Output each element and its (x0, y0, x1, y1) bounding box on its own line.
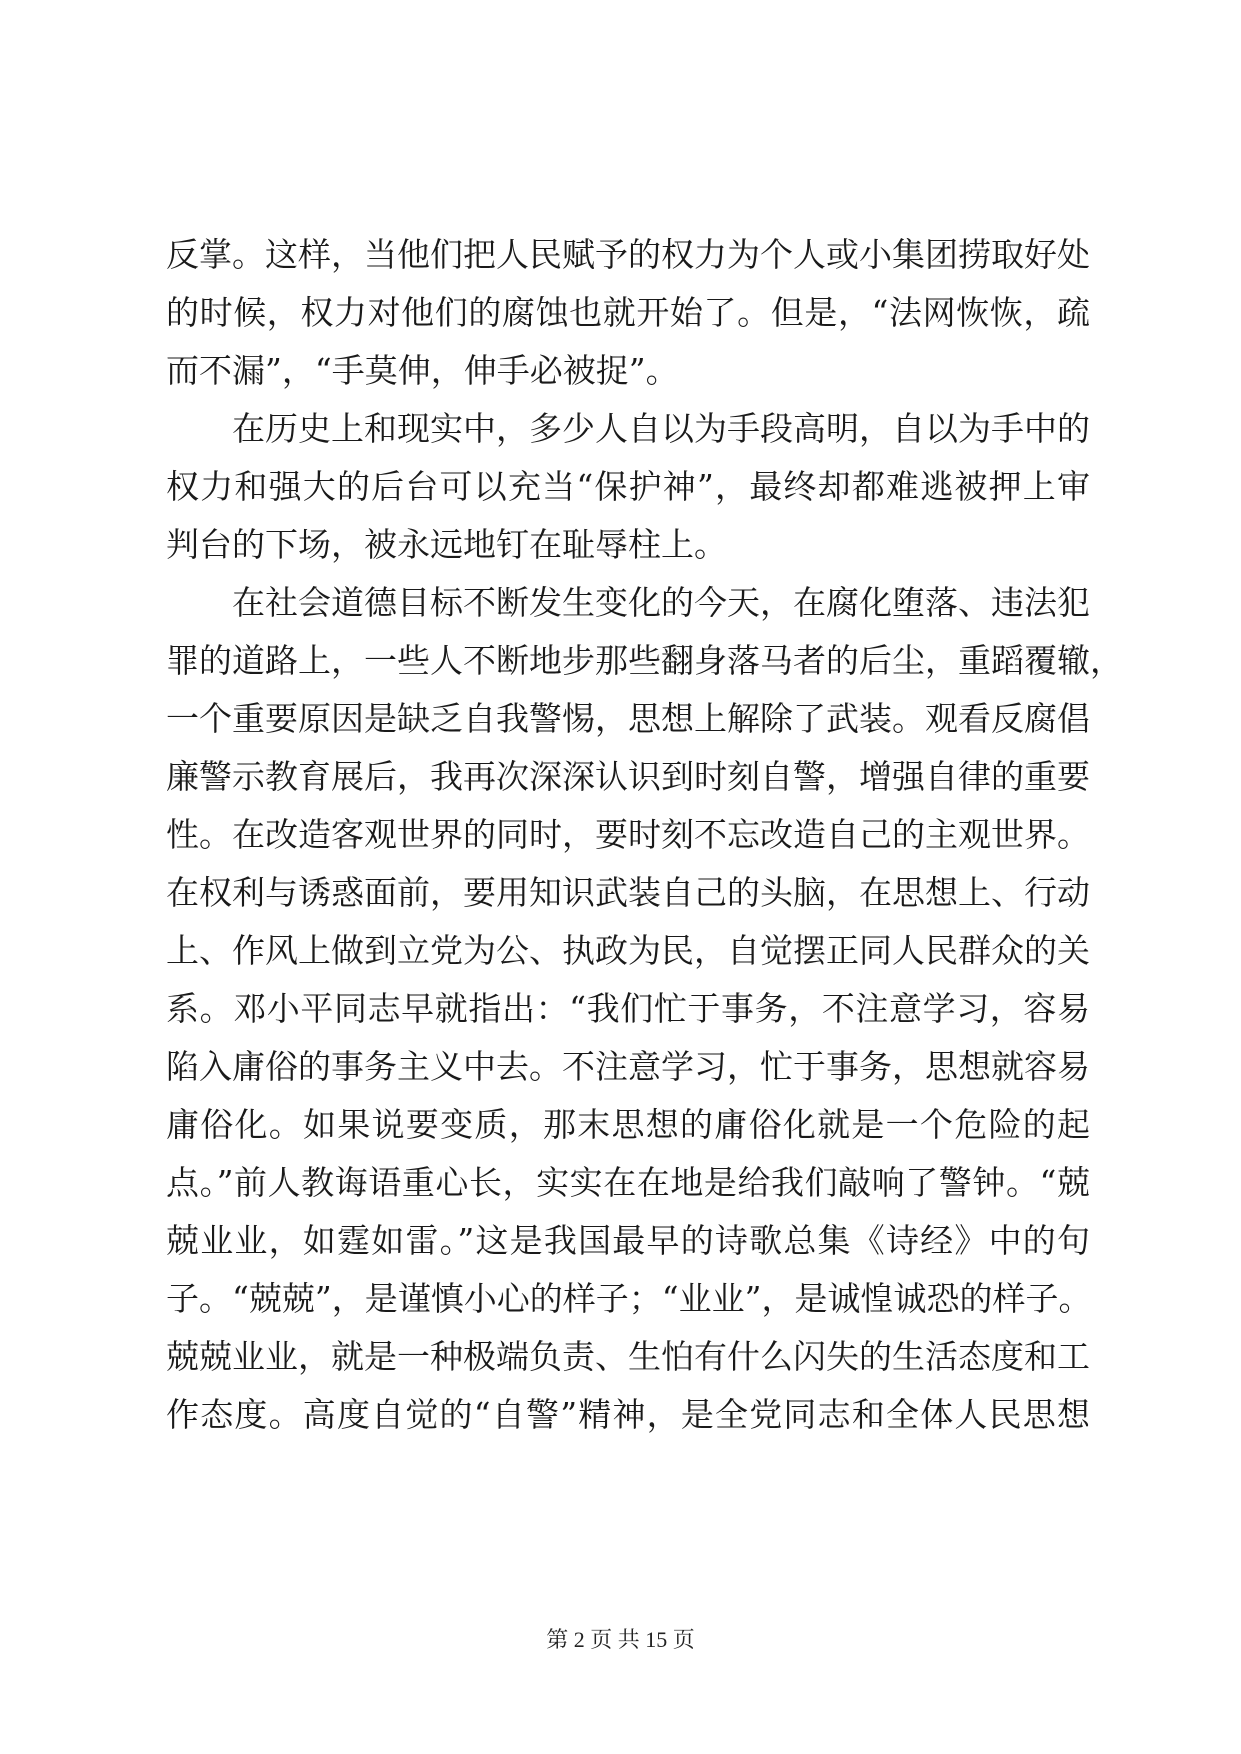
text-line: 兢兢业业，就是一种极端负责、生怕有什么闪失的生活态度和工 (166, 1337, 1090, 1376)
text-line: 性。在改造客观世界的同时，要时刻不忘改造自己的主观世界。 (166, 815, 1090, 854)
text-line: 庸俗化。如果说要变质，那末思想的庸俗化就是一个危险的起 (166, 1105, 1090, 1144)
paragraph-start-line: 在社会道德目标不断发生变化的今天，在腐化堕落、违法犯 (232, 583, 1090, 622)
text-line: 作态度。高度自觉的“自警”精神，是全党同志和全体人民思想 (166, 1395, 1090, 1434)
text-line: 反掌。这样，当他们把人民赋予的权力为个人或小集团捞取好处 (166, 235, 1090, 274)
text-line: 兢业业，如霆如雷。”这是我国最早的诗歌总集《诗经》中的句 (166, 1221, 1090, 1260)
text-line: 权力和强大的后台可以充当“保护神”，最终却都难逃被押上审 (166, 467, 1090, 506)
text-line: 点。”前人教诲语重心长，实实在在地是给我们敲响了警钟。“兢 (166, 1163, 1090, 1202)
text-line: 判台的下场，被永远地钉在耻辱柱上。 (166, 525, 727, 564)
text-line: 而不漏”，“手莫伸，伸手必被捉”。 (166, 351, 679, 390)
text-line: 的时候，权力对他们的腐蚀也就开始了。但是，“法网恢恢，疏 (166, 293, 1090, 332)
text-line: 罪的道路上，一些人不断地步那些翻身落马者的后尘，重蹈覆辙， (166, 641, 1123, 680)
paragraph-start-line: 在历史上和现实中，多少人自以为手段高明，自以为手中的 (232, 409, 1090, 448)
text-line: 子。“兢兢”，是谨慎小心的样子；“业业”，是诚惶诚恐的样子。 (166, 1279, 1092, 1318)
page-number-footer: 第 2 页 共 15 页 (546, 1627, 695, 1652)
body-text (166, 226, 1123, 1444)
text-line: 一个重要原因是缺乏自我警惕，思想上解除了武装。观看反腐倡 (166, 699, 1090, 738)
text-line: 廉警示教育展后，我再次深深认识到时刻自警，增强自律的重要 (166, 757, 1090, 796)
text-line: 在权利与诱惑面前，要用知识武装自己的头脑，在思想上、行动 (166, 873, 1090, 912)
text-line: 系。邓小平同志早就指出：“我们忙于事务，不注意学习，容易 (166, 989, 1090, 1028)
text-line: 上、作风上做到立党为公、执政为民，自觉摆正同人民群众的关 (166, 931, 1090, 970)
text-line: 陷入庸俗的事务主义中去。不注意学习，忙于事务，思想就容易 (166, 1047, 1090, 1086)
